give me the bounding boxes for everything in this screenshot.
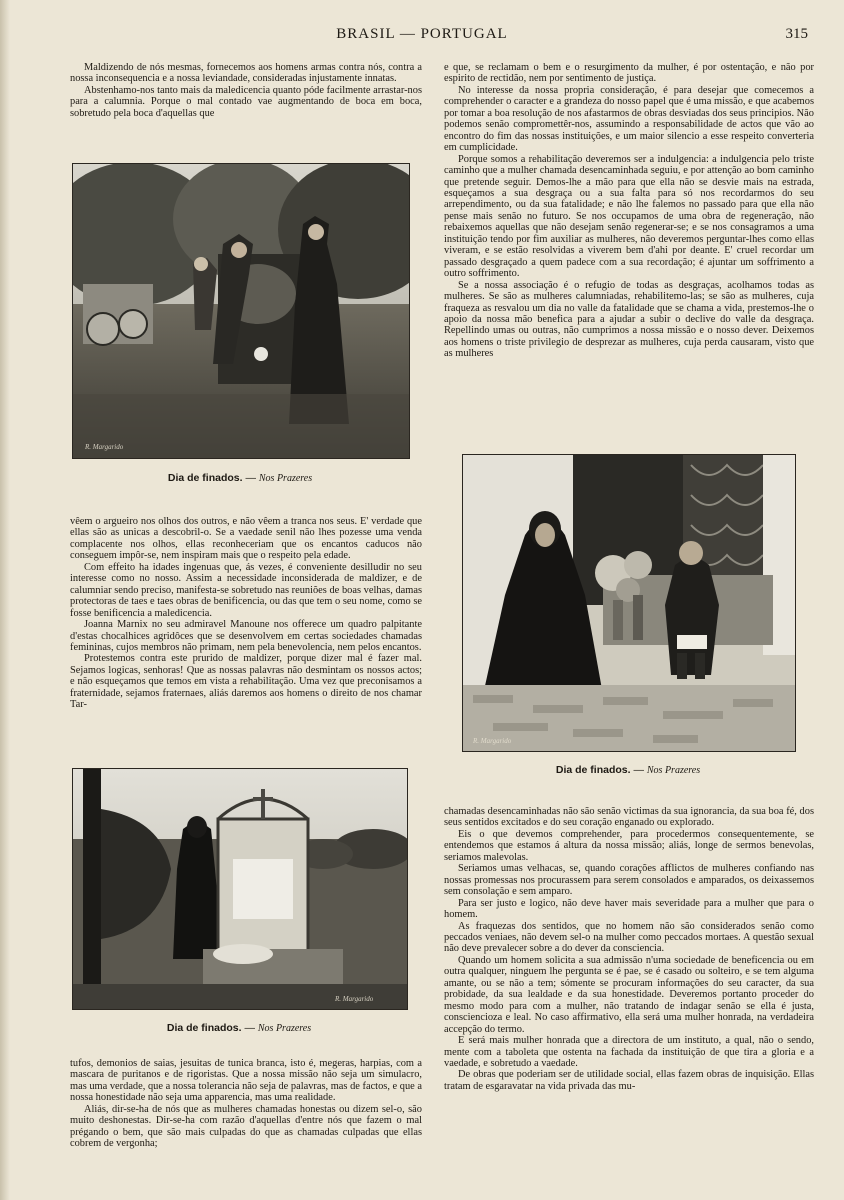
photo-image xyxy=(73,164,409,458)
caption-title: Dia de finados. xyxy=(555,764,631,776)
paragraph: De obras que poderiam ser de utilidade social, ellas fazem obras de inquisição. Ellas tratam de esgaravatar na vida privada das mu- xyxy=(444,1069,814,1092)
paragraph: Joanna Marnix no seu admiravel Manoune nos offerece um quadro palpitante d'estas chocalhices agridôces que se desenvolvem em certas sociedades chamadas femininas, cujos membros não primam, nem pela benevolencia, nem pelos encantos. xyxy=(70,619,422,653)
photo-mourner-at-tomb xyxy=(72,768,408,1010)
paragraph: Abstenhamo-nos tanto mais da maledicencia quanto póde facilmente arrastar-nos para a calumnia. Porque o mal contado vae augmentando de boca em boca, sobretudo pela boca d'aquellas que xyxy=(70,84,422,119)
left-column-middle-text xyxy=(70,516,422,752)
photo-image xyxy=(73,769,407,1009)
running-title: BRASIL — PORTUGAL xyxy=(336,26,508,42)
paragraph: vêem o argueiro nos olhos dos outros, e não vêem a tranca nos seus. E' verdade que ellas são as unicas a descobril-o. Se a vaedade senil não lhes pozesse uma venda complacente nos olhos, ellas reconheceriam que os encantos caducos não conseguem impôr-se, nem inspiram mais que o respeito pela edade. xyxy=(70,516,422,562)
caption-location: Nos Prazeres xyxy=(257,1023,312,1034)
binding-edge xyxy=(0,0,10,1200)
page-number: 315 xyxy=(785,26,808,42)
figure-caption: Dia de finados. — Nos Prazeres xyxy=(555,764,701,776)
paragraph: Se a nossa associação é o refugio de todas as desgraças, acolhamos todas as mulheres. Se são as mulheres calumniadas, rehabilitemo-las; se são as mulheres, cuja fraqueza as resvalou um dia no valle da fatalidade que se chama a vida, prestemos-lhe o apoio da nossa mão benefica para a ajudar a subir o declive do valle da desgraça. Repellindo umas ou outras, não cumprimos a nossa missão e o nosso dever. Deixemos aos homens o triste privilegio de desprezar as mulheres, cuja perda causaram, visto que as mulheres xyxy=(444,279,814,360)
paragraph: Maldizendo de nós mesmas, fornecemos aos homens armas contra nós, contra a nossa inconsequencia e a nossa leviandade, consideradas injustamente innatas. xyxy=(70,62,422,85)
right-column-bottom-text xyxy=(444,806,814,1190)
paragraph: e que, se reclamam o bem e o resurgimento da mulher, é por ostentação, e não por espirito de rectidão, nem por sentimento de justiça. xyxy=(444,62,814,85)
photo-girls-at-flower-stall xyxy=(462,454,796,752)
photo-signature: R. Margarido xyxy=(473,737,512,745)
paragraph: As fraquezas dos sentidos, que no homem não são considerados senão como peccados veniaes, não devem sel-o na mulher como peccados mortaes. A questão sexual não deve prevalecer sobre a do dever da consciencia. xyxy=(444,920,814,955)
paragraph: No interesse da nossa propria consideração, é para desejar que comecemos a comprehender o caracter e a grandeza do nosso papel que é uma missão, e que acabemos por tomar a boa resolução de nos afastarmos de obras desviadas dos seus principios. Não podemos senão compromettêr-nos, assumindo a responsabilidade de actos que vão ao encontro do fim das nossas instituições, e um maior silencio a esse respeito converteria em cumplicidade. xyxy=(444,84,814,154)
photo-signature: R. Margarido xyxy=(85,443,124,451)
paragraph: Aliás, dir-se-ha de nós que as mulheres chamadas honestas ou dizem sel-o, são muito deshonestas. Dir-se-ha com razão d'aquellas d'entre nós que fazem o mal prégando o bem, que são mais culpadas do que as chamadas culpadas que ellas cobrem de vergonha; xyxy=(70,1103,422,1150)
paragraph: Protestemos contra este prurido de maldizer, porque dizer mal é fazer mal. Sejamos logicas, senhoras! Que as nossas palavras não desmintam os nossos actos; e não esqueçamos que temos em vista a rehabilitação. Uma vez que preconisamos a fraternidade, sejamos fraternaes, aliás daremos aos homens o direito de nos chamar Tar- xyxy=(70,653,422,711)
paragraph: Com effeito ha idades ingenuas que, ás vezes, é conveniente desilludir no seu interesse como no nosso. Assim a necessidade inconsiderada de maldizer, e de calumniar sendo preciso, manifesta-se sobretudo nas reuniões de boas velhas, damas protectoras de taes e taes obras de benificencia, ou das que tem o seu nome, como se fosse benificencia a maledicencia. xyxy=(70,561,422,619)
paragraph: E será mais mulher honrada que a directora de um instituto, a qual, não o sendo, mente com a taboleta que ostenta na fachada da instituição de que tira a gloria e a vaedade, e sobretudo a vaedade. xyxy=(444,1035,814,1069)
left-column-top-text xyxy=(70,62,422,158)
right-column-top-text xyxy=(444,62,814,430)
left-column-bottom-text xyxy=(70,1058,422,1190)
paragraph: chamadas desencaminhadas não são senão victimas da sua ignorancia, da sua boa fé, dos seus sentidos excitados e do seu coração enganado ou explorado. xyxy=(444,806,814,829)
figure-caption: Dia de finados. — Nos Prazeres xyxy=(166,1022,312,1034)
figure-caption: Dia de finados. — Nos Prazeres xyxy=(167,472,313,484)
paragraph: Quando um homem solicita a sua admissão n'uma sociedade de beneficencia ou em outra qualquer, ninguem lhe pergunta se é pae, se é casado ou solteiro, e se tem alguma amante, ou se não a tem; sómente se procuram informações do seu caracter, da sua probidade, da sua lealdade e da sua honestidade. Deveremos portanto proceder do mesmo modo para com a mulher, não tratando de indagar senão se ella é justa, consciencioza e leal. No caso affirmativo, ella será uma mulher honrada, na verdadeira accepção do termo. xyxy=(444,954,814,1035)
paragraph: tufos, demonios de saias, jesuitas de tunica branca, isto é, megeras, harpias, com a mascara de puritanos e de rigoristas. Que a nossa missão não seja um simulacro, mas uma verdade, que a nossa tolerancia não seja de palavras, mas de factos, e que a nossa honestidade não seja uma apparencia, mas uma realidade. xyxy=(70,1058,422,1104)
paragraph: Para ser justo e logico, não deve haver mais severidade para a mulher que para o homem. xyxy=(444,897,814,921)
caption-location: Nos Prazeres xyxy=(258,473,313,484)
paragraph: Seriamos umas velhacas, se, quando corações afflictos de mulheres confiando nas nossas promessas nos procurassem para serem consolados e amparados, os deixassemos sem consolação e sem amparo. xyxy=(444,863,814,898)
photo-image xyxy=(463,455,795,751)
photo-women-at-grave xyxy=(72,163,410,459)
page-header xyxy=(0,24,844,48)
caption-location: Nos Prazeres xyxy=(646,765,701,776)
photo-signature: R. Margarido xyxy=(335,995,374,1003)
paragraph: Porque somos a rehabilitação deveremos ser a indulgencia: a indulgencia pelo triste caminho que a mulher chamada desencaminhada seguiu, e por attenção ao bom caminho que pretende seguir. Demos-lhe a mão para que ella não se desvie mais na estrada, esqueçamos a sua desgraça ou a sua falta para só nos recordarmos do seu arrependimento, ou da sua fatalidade; e não lhe falemos no passado para que ella não pense mais senão no futuro. Se nos occupamos de uma obra de regeneração, não rebaixemos aquellas que não desejam senão regenerar-se; e se nos consagramos a uma instituição tendo por fim auxiliar as mulheres, não deveremos perguntar-lhes como ellas viveram, e se estão resolvidas a viverem bem d'ahi por deante. E' cruel recordar um passado desgraçado a quem padece com a sua recordação; é ajuntar um soffrimento a outro soffrimento. xyxy=(444,153,814,280)
paragraph: Eis o que devemos comprehender, para procedermos consequentemente, se entendemos que estamos á altura da nossa missão; aliás, longe de sermos benevolas, seriamos malevolas. xyxy=(444,828,814,863)
caption-title: Dia de finados. xyxy=(167,472,243,484)
caption-title: Dia de finados. xyxy=(166,1022,242,1034)
